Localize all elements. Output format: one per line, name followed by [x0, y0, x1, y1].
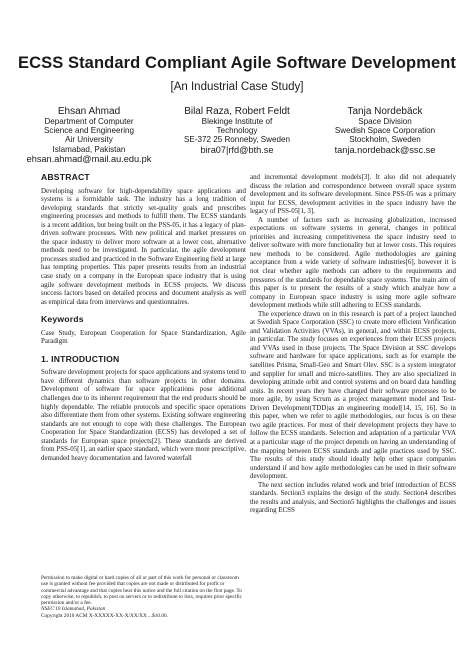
author-affiliation-line: SE-372 25 Ronneby, Sweden: [183, 135, 291, 145]
author-email: bira07|rfd@bth.se: [200, 144, 274, 155]
author-email: ehsan.ahmad@mail.au.edu.pk: [26, 153, 152, 164]
paper-subtitle: [An Industrial Case Study]: [170, 81, 304, 93]
conference-venue: NSEC'10 Islamabad, Pakistan: [41, 606, 106, 613]
body-paragraph: The experience drawn on in this research is part of a project launched at Swedish Space Corporation (SSC) to create more efficient Verification and Validation Activities (VVAs), in general, and within ECSS projects, in particular. The study focuses on experiences from their ECSS projects and VVAs used in those projects. The Space Division at SSC develops software and hardware for space applications, such as for example the satellites Prisma, Small-Geo and Smart Olev. SSC is a system integrator and supplier for small and micro-satellites. They are also specialized in developing attitude orbit and control systems and on board data handling units. In recent years they have changed their software processes to be more agile, by using Scrum as a project management model and Test-Driven Development(TDD)as an engineering model[14, 15, 16]. So in this paper, when we refer to agile methodologies, our focus is on these two agile practices. For most of their development projects they have to follow the ECSS standards. Selection and adaptation of a particular VVA at a particular stage of the project depends on having an understanding of the mapping between ECSS standards and agile practices used by SSC. The results of this study should ideally help other space companies understand if and how agile methodologies can be used in their software development.: [250, 309, 456, 481]
author-affiliation-line: Department of Computer: [44, 117, 134, 126]
paper-title: ECSS Standard Compliant Agile Software Development: [17, 54, 457, 72]
permission-notice: Permission to make digital or hard copies of all or part of this work for personal or classroom use is granted without fee provided that copies are not made or distributed for profit or commercial advantage and that copies bear this notice and the full citation on the first page. To copy otherwise, to republish, to post on servers or to redistribute to lists, requires prior specific permission and/or a fee.: [41, 575, 242, 606]
introduction-text: Software development projects for space applications and systems tend to have different dynamics than software projects in other domains. Development of software for space applications pose additional challenges due to its inherent requirement that the end products should be highly dependable. The reliable protocols and specific space operations also differentiate them from other systems. Existing software engineering standards are not enough to cope with these challenges. The European Cooperation for Space Standardization (ECSS) has developed a set of standards for European space projects[2]. These standards are derived from PSS-05[1], an earlier space standard, which were more prescriptive, demanded heavy documentation and favored waterfall: [41, 368, 246, 462]
author-block-1: [14, 106, 164, 164]
author-name: Tanja Nordebäck: [347, 106, 423, 117]
body-paragraph: and incremental development models[3]. It also did not adequately discuss the relation and correspondence between overall space system development and its software development. Since PSS-05 was a primary input for ECSS, development activities in the space industry have the legacy of PSS-05[1, 3].: [250, 173, 456, 216]
author-block-2: [164, 106, 310, 155]
keywords-section: [41, 315, 246, 346]
author-block-3: [310, 106, 460, 155]
keywords-heading: Keywords: [41, 314, 84, 325]
author-affiliation-line: Swedish Space Corporation: [334, 126, 436, 136]
right-column: [250, 173, 456, 515]
author-affiliation-line: Islamabad, Pakistan: [52, 144, 126, 154]
author-email: tanja.nordeback@ssc.se: [334, 144, 436, 155]
copyright-footnote: [41, 575, 246, 619]
introduction-section: [41, 355, 246, 463]
author-affiliation-line: Stockholm, Sweden: [349, 135, 421, 145]
copyright-line: Copyright 2010 ACM X-XXXXX-XX-X/XX/XX ...$10.00.: [41, 612, 168, 619]
author-affiliation-line: Air University: [65, 135, 113, 145]
introduction-heading: 1. INTRODUCTION: [41, 353, 120, 364]
author-affiliation-line: Space Division: [358, 117, 412, 126]
author-affiliation-line: Science and Engineering: [44, 126, 134, 136]
author-affiliation-line: Technology: [216, 126, 258, 136]
keywords-text: Case Study, European Cooperation for Space Standardization, Agile Paradigm: [41, 328, 246, 346]
body-paragraph: The next section includes related work and brief introduction of ECSS standards. Section3 explains the design of the study. Section4 describes the results and analysis, and Section5 highlights the challenges and issues regarding ECSS: [250, 480, 456, 515]
abstract-text: Developing software for high-dependability space applications and systems is a formidable task. The industry has a long tradition of developing standards that strictly set-quality goals and prescribes engineering processes and methods to fulfill them. The ECSS standards is a recent addition, but being built on the PSS-05, it has a legacy of plan-driven software processes. With new political and market pressures on the space industry to deliver more software at a lower cost, alternative methods need to be investigated. In particular, the agile development processes studied and practiced in the Software Engineering field at large has tempting properties. This paper presents results from an industrial case study on a company in the European space industry that is using agile software development methods in ECSS projects. We discuss success factors based on detailed process and document analysis as well as empirical data from interviews and questionnaires.: [41, 186, 246, 306]
body-paragraph: A number of factors such as increasing globalization, increased expectations on software systems in general, changes in political priorities and increasing competitiveness the space industry need to deliver software with more functionality but at lower costs. This requires new methods to be considered. Agile methodologies are gaining acceptance from a wide variety of software industries[6], however it is not clear whether agile methods can adhere to the requirements and pressures of the standards for dependable space systems. The main aim of this paper is to present the results of a study which analyze how a company in European space industry is using more agile software development methods while still adhering to ECSS standards.: [250, 215, 456, 310]
author-affiliation-line: Blekinge Institute of: [201, 117, 273, 126]
abstract-heading: ABSTRACT: [41, 172, 90, 182]
left-column: [41, 173, 246, 462]
author-name: Ehsan Ahmad: [57, 106, 121, 117]
author-name: Bilal Raza, Robert Feldt: [184, 106, 290, 117]
